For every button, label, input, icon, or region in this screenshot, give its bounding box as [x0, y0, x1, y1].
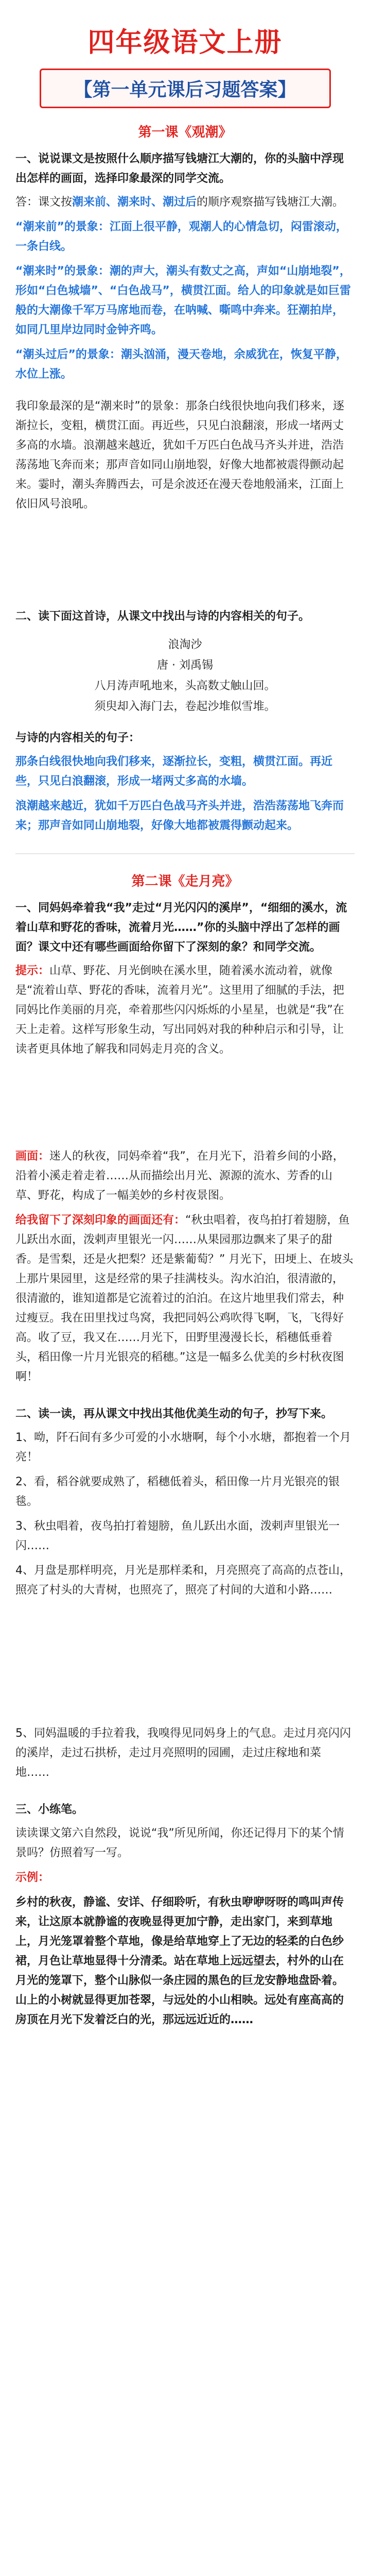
lesson2-section	[0, 872, 370, 1059]
during-text: 潮的声大，潮头有数丈之高，声如“山崩地裂”，形如“白色城墙”、“白色战马”，横贯江面。给人的印象就是如巨雷般的大潮像千军万马席地而卷，在呐喊、嘶鸣中奔来。狂潮拍岸，如同几里岸边同时金钟齐鸣。	[15, 265, 351, 336]
poem-author: 唐 · 刘禹锡	[157, 659, 213, 672]
impression-paragraph: 我印象最深的是“潮来时”的景象：那条白线很快地向我们移来，逐渐拉长，变粗，横贯江面。再近些，只见白浪翻滚，形成一堵两丈多高的水墙。浪潮越来越近，犹如千万匹白色战马齐头并进，浩浩荡荡地飞奔而来；那声音如同山崩地裂，好像大地都被震得颤动起来。霎时，潮头奔腾西去，可是余波还在漫天卷地般涌来，江面上依旧风号浪吼。	[15, 400, 344, 511]
unit-banner: 【第一单元课后习题答案】	[40, 69, 331, 108]
sentence-item3: 3、秋虫唱着，夜鸟拍打着翅膀，鱼儿跃出水面，泼剌声里银光一闪……	[15, 1520, 340, 1552]
poem	[15, 635, 355, 717]
lesson2-item5-section	[0, 1724, 370, 2030]
lesson1-question2-section	[0, 607, 370, 836]
lesson2-question3-text: 读读课文第六自然段，说说“我”所见所闻，你还记得月下的某个情景吗？仿照着写一写。	[15, 1827, 344, 1859]
answer-suffix: 的顺序观察描写钱塘江大潮。	[197, 196, 344, 209]
lesson2-hint	[15, 961, 355, 1059]
scene-label: 画面：	[15, 1150, 50, 1163]
during-label: “潮来时”的景象：	[15, 265, 110, 278]
hint-text: 山草、野花、月光倒映在溪水里，随着溪水流动着，就像是“流着山草、野花的香味，流着月光”。这里用了细腻的手法，把同妈比作美丽的月亮，牵着那些闪闪烁烁的小星星，也就是“我”在天上走着。这样写形象生动，写出同妈对我的种种启示和引导，让读者更具体地了解我和同妈走月亮的含义。	[15, 964, 344, 1056]
scene-text: 迷人的秋夜，同妈牵着“我”，在月光下，沿着乡间的小路，沿着小溪走着走着……从而描绘出月光、源源的流水、芳香的山草、野花，构成了一幅美妙的乡村夜景图。	[15, 1150, 344, 1202]
scene-paragraph	[15, 1147, 355, 1206]
sentence-item4: 4、月盘是那样明亮，月光是那样柔和，月亮照亮了高高的点苍山，照亮了村头的大青树，也照亮了，照亮了村间的大道和小路……	[15, 1564, 351, 1597]
lesson2-scene-section	[0, 1147, 370, 1600]
before-tide	[15, 217, 355, 257]
lesson1-question2: 二、读下面这首诗，从课文中找出与诗的内容相关的句子。	[15, 610, 310, 623]
lesson2-question1: 一、同妈妈牵着我“我”走过“月光闪闪的溪岸”，“细细的溪水，流着山草和野花的香味，流着月光……”你的头脑中浮出了怎样的画面？课文中还有哪些画面给你留下了深刻的象？和同学交流。	[15, 902, 347, 954]
hint-label: 提示：	[15, 964, 50, 977]
before-label: “潮来前”的景象：	[15, 221, 110, 233]
lesson1-heading: 第一课《观潮》	[138, 125, 232, 140]
related-paragraph1: 那条白线很快地向我们移来，逐渐拉长，变粗，横贯江面。再近些，只见白浪翻滚，形成一堵两丈多高的水墙。	[15, 755, 333, 788]
after-label: “潮头过后”的景象：	[15, 348, 121, 361]
sentence-item1: 1、呦，阡石间有多少可爱的小水塘啊，每个小水塘，都抱着一个月亮！	[15, 1431, 351, 1464]
lesson2-question2: 二、读一读，再从课文中找出其他优美生动的句子，抄写下来。	[15, 1408, 333, 1420]
lesson1-question1: 一、说说课文是按照什么顺序描写钱塘江大潮的，你的头脑中浮现出怎样的画面，选择印象最深的同学交流。	[15, 152, 344, 185]
lesson1-section	[0, 123, 370, 514]
lesson1-answer1	[15, 193, 355, 212]
after-text: 潮头汹涌，漫天卷地，余威犹在，恢复平静，水位上涨。	[15, 348, 347, 381]
poem-line2: 须臾却入海门去，卷起沙堆似雪堆。	[94, 700, 276, 713]
answer-times: 潮来前、潮来时、潮过后	[72, 196, 197, 209]
related-label: 与诗的内容相关的句子：	[15, 732, 140, 744]
lesson2-question3: 三、小练笔。	[15, 1803, 84, 1816]
deep-label: 给我留下了深刻印象的画面还有：	[15, 1214, 186, 1227]
before-text: 江面上很平静，观潮人的心情急切，闷雷滚动，一条白线。	[15, 221, 347, 253]
sentence-item5: 5、同妈温暖的手拉着我，我嗅得见同妈身上的气息。走过月亮闪闪的溪岸，走过石拱桥，走过月亮照明的园圃，走过庄稼地和菜地……	[15, 1727, 351, 1779]
lesson2-heading: 第二课《走月亮》	[131, 874, 239, 889]
after-tide	[15, 345, 355, 384]
deep-text: “秋虫唱着，夜鸟拍打着翅膀，鱼儿跃出水面，泼剌声里银光一闪……从果园那边飘来了果子的甜香。是雪梨，还是火把梨？还是紫葡萄？” 月光下，田埂上、在坡头上那片果园里，这是经常的果子挂满枝头。沟水泊泊，很清澈的，很清澈的，谁知道都是它流着过的泊泊。在这片地里我们常去，种过瘦豆。我在田里找过鸟窝，我把同妈公鸡吹得飞啊，飞，飞得好高。收了豆，我又在……月光下，田野里漫漫长长，稻穗低垂着头，稻田像一片月光银亮的稻穗。”这是一幅多么优美的乡村秋夜图啊！	[15, 1214, 354, 1383]
page-title: 四年级语文上册	[87, 27, 283, 58]
deep-impression-paragraph	[15, 1211, 355, 1387]
related-paragraph2: 浪潮越来越近，犹如千万匹白色战马齐头并进，浩浩荡荡地飞奔而来；那声音如同山崩地裂，好像大地都被震得颤动起来。	[15, 800, 344, 832]
poem-line1: 八月涛声吼地来，头高数丈触山回。	[94, 680, 276, 692]
answer-prefix: 答：课文按	[15, 196, 73, 209]
during-tide	[15, 262, 355, 340]
section-divider	[15, 853, 355, 854]
example-text: 乡村的秋夜，静谧、安详、仔细聆听，有秋虫咿咿呀呀的鸣叫声传来，让这原本就静谧的夜晚显得更加宁静，走出家门，来到草地上，月光笼罩着整个草地，像是给草地穿上了无边的轻柔的白色纱裙，月色让草地显得十分清柔。站在草地上远远望去，村外的山在月光的笼罩下，整个山脉似一条庄园的黑色的巨龙安静地盘卧着。山上的小树就显得更加苍翠，与远处的小山相映。远处有座高高的房顶在月光下发着泛白的光，那远远近近的……	[15, 1896, 344, 2026]
sentence-item2: 2、看，稻谷就要成熟了，稻穗低着头，稻田像一片月光银亮的银毯。	[15, 1476, 340, 1508]
poem-title: 浪淘沙	[168, 638, 202, 651]
example-label: 示例：	[15, 1871, 50, 1884]
